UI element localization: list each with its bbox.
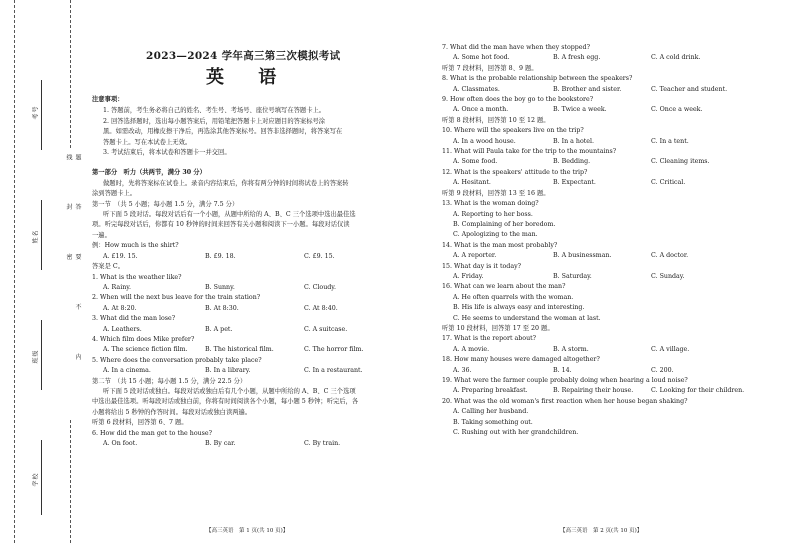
seal-text: 题 答 要 不 内 线 封 密 [64, 150, 76, 420]
option: C. By train. [304, 440, 341, 447]
section1-intro: 一遍。 [92, 231, 111, 239]
question: 11. What will Paula take for the trip to the mountains? [442, 148, 617, 156]
question: 13. What is the woman doing? [442, 200, 539, 208]
option: C. He seems to understand the woman at last. [453, 314, 601, 322]
option: A. On foot. [103, 440, 138, 447]
option: C. 200. [651, 366, 674, 374]
option: B. 14. [553, 366, 572, 374]
section1-intro: 项。听完每段对话后，你都有 10 秒钟的时间来回答有关小题和阅读下一小题。每段对话仅读 [92, 221, 350, 229]
question: 17. What is the report about? [442, 335, 537, 343]
name-label: 姓名 [32, 229, 40, 244]
school-field[interactable] [41, 440, 42, 515]
option: A. Some food. [453, 158, 498, 166]
section2-intro: 听下面 5 段对话或独白。每段对话或独白后有几个小题，从题中所给的 A、B、C 三个选项 [103, 387, 356, 395]
option: C. In a tent. [651, 137, 689, 145]
option: A. Leathers. [103, 325, 142, 333]
options [442, 345, 787, 355]
option: A. He often quarrels with the woman. [453, 293, 574, 301]
exam-number-label: 考号 [32, 105, 40, 120]
options [442, 53, 787, 63]
section-lead: 听第 10 段材料，回答第 17 至 20 题。 [442, 324, 554, 332]
option: B. Twice a week. [553, 106, 607, 114]
example-options [92, 252, 428, 262]
section1-intro: 听下面 5 段对话。每段对话后有一个小题，从题中所给的 A、B、C 三个选项中选出最佳选 [103, 211, 356, 219]
option: B. By car. [205, 440, 236, 447]
option: C. Cloudy. [304, 283, 337, 291]
options [442, 105, 787, 115]
left-column [92, 95, 428, 449]
notice-item: 1. 答题前，考生务必将自己的姓名、考生号、考场号、座位号填写在答题卡上。 [103, 107, 326, 115]
question: 12. What is the speakers' attitude to the trip? [442, 168, 588, 176]
option: A. Preparing breakfast. [453, 387, 528, 395]
option: C. Looking for their children. [651, 387, 745, 395]
option: B. In a hotel. [553, 137, 595, 145]
question: 16. What can we learn about the man? [442, 283, 566, 291]
question: 15. What day is it today? [442, 262, 522, 270]
part1-intro: 做题时，先将答案标在试卷上。录音内容结束后，你将有两分钟的时间将试卷上的答案转 [103, 179, 349, 187]
notice-item: 黑。如需改动，用橡皮擦干净后，再选涂其他答案标号。回答非选择题时，将答案写在 [103, 128, 343, 136]
options [442, 85, 787, 95]
options [442, 366, 787, 376]
option: B. In a library. [205, 367, 251, 375]
option: A. In a cinema. [103, 367, 151, 375]
question: 2. When will the next bus leave for the train station? [92, 294, 261, 302]
class-label: 班级 [32, 349, 40, 364]
option: A. £19. 15. [103, 252, 138, 260]
notice-item: 2. 回答选择题时，选出每小题答案后，用铅笔把答题卡上对应题目的答案标号涂 [103, 117, 326, 125]
option: B. Expectant. [553, 179, 596, 187]
option: C. At 8:40. [304, 304, 338, 312]
exam-number-field[interactable] [41, 80, 42, 150]
options [442, 251, 787, 261]
part1-heading: 第一部分 听力（共两节，满分 30 分） [92, 169, 206, 177]
option: A. Once a month. [453, 106, 509, 114]
option: B. The historical film. [205, 346, 274, 354]
options [442, 386, 787, 396]
section1-heading: 第一节 （共 5 小题；每小题 1.5 分，满分 7.5 分） [92, 200, 239, 208]
option: A. Reporting to her boss. [453, 210, 533, 218]
options [92, 283, 428, 293]
option: C. £9. 15. [304, 252, 335, 260]
option: A. The science fiction film. [103, 346, 188, 354]
option: A. Friday. [453, 272, 484, 280]
option: C. Rushing out with her grandchildren. [453, 429, 579, 437]
exam-title: 2023—2024 学年高三第三次模拟考试 [146, 50, 341, 62]
option: B. His life is always easy and interesting. [453, 304, 585, 312]
option: B. £9. 18. [205, 252, 236, 260]
section2-intro: 中选出最佳选项。听每段对话或独白前，你将有时间阅读各个小题，每小题 5 秒钟；听完后，各 [92, 398, 359, 406]
notice-item: 答题卡上。写在本试卷上无效。 [103, 138, 192, 146]
part1-intro: 涂到答题卡上。 [92, 190, 137, 198]
options [92, 366, 428, 376]
question: 20. What was the old woman's first reaction when her house began shaking? [442, 397, 688, 405]
subject-title: 英 语 [206, 67, 291, 88]
question: 1. What is the weather like? [92, 273, 182, 281]
question: 4. Which film does Mike prefer? [92, 335, 195, 343]
options [92, 439, 428, 449]
section-lead: 听第 8 段材料，回答第 10 至 12 题。 [442, 116, 550, 124]
option: B. Complaining of her boredom. [453, 220, 556, 228]
question: 8. What is the probable relationship between the speakers? [442, 75, 633, 83]
binding-edge-line [14, 0, 15, 543]
option: A. In a wood house. [453, 137, 516, 145]
option: A. Rainy. [103, 283, 131, 291]
option: C. A suitcase. [304, 325, 348, 333]
question: 3. What did the man lose? [92, 315, 176, 323]
options [442, 178, 787, 188]
option: A. Hesitant. [453, 179, 491, 187]
option: A. At 8:20. [103, 304, 137, 312]
question: 14. What is the man most probably? [442, 241, 558, 249]
option: B. A fresh egg. [553, 54, 601, 62]
option: C. Sunday. [651, 272, 685, 280]
section2-heading: 第二节 （共 15 小题；每小题 1.5 分，满分 22.5 分） [92, 377, 247, 385]
question: 18. How many houses were damaged altogether? [442, 356, 600, 364]
question: 7. What did the man have when they stopped? [442, 44, 590, 51]
right-column [442, 43, 787, 438]
option: B. Taking something out. [453, 418, 533, 426]
notice-item: 3. 考试结束后，将本试卷和答题卡一并交回。 [103, 149, 231, 157]
option: A. 36. [453, 366, 472, 374]
section2-lead: 听第 6 段材料，回答第 6、7 题。 [92, 419, 188, 427]
option: B. Repairing their house. [553, 387, 634, 395]
option: C. Apologizing to the man. [453, 231, 538, 239]
name-field[interactable] [41, 200, 42, 270]
option: C. In a restaurant. [304, 367, 363, 375]
question: 10. Where will the speakers live on the trip? [442, 127, 584, 135]
class-field[interactable] [41, 320, 42, 390]
option: B. A businessman. [553, 252, 612, 260]
option: B. A storm. [553, 345, 589, 353]
example-question: 例：How much is the shirt? [92, 242, 179, 250]
option: A. Calling her husband. [453, 408, 529, 416]
option: A. A reporter. [453, 252, 497, 260]
option: C. Teacher and student. [651, 85, 728, 93]
question: 5. Where does the conversation probably take place? [92, 356, 262, 364]
option: C. A village. [651, 345, 690, 353]
option: B. Sunny. [205, 283, 235, 291]
option: C. A doctor. [651, 252, 689, 260]
section2-intro: 小题将给出 5 秒钟的作答时间。每段对话或独白读两遍。 [92, 408, 252, 416]
page-footer-right: 【高三英语 第 2 页(共 10 页)】 [560, 528, 643, 534]
question: 6. How did the man get to the house? [92, 429, 213, 437]
option: C. The horror film. [304, 346, 364, 354]
option: C. Once a week. [651, 106, 703, 114]
page-footer-left: 【高三英语 第 1 页(共 10 页)】 [206, 528, 289, 534]
options [92, 325, 428, 335]
option: A. Some hot food. [453, 54, 510, 62]
question: 9. How often does the boy go to the bookstore? [442, 96, 594, 104]
options [442, 272, 787, 282]
question: 19. What were the farmer couple probably doing when hearing a loud noise? [442, 377, 688, 384]
school-label: 学校 [32, 472, 40, 487]
option: C. A cold drink. [651, 54, 701, 62]
option: B. Bedding. [553, 158, 591, 166]
options [92, 304, 428, 314]
options [442, 137, 787, 147]
option: C. Critical. [651, 179, 686, 187]
options [92, 345, 428, 355]
options [442, 157, 787, 167]
option: C. Cleaning items. [651, 158, 710, 166]
option: A. A movie. [453, 345, 490, 353]
option: B. Saturday. [553, 272, 592, 280]
notice-heading: 注意事项： [92, 96, 124, 103]
option: B. A pet. [205, 325, 233, 333]
section-lead: 听第 7 段材料，回答第 8、9 题。 [442, 64, 538, 72]
option: B. Brother and sister. [553, 85, 622, 93]
example-answer: 答案是 C。 [92, 263, 125, 271]
option: A. Classmates. [453, 85, 500, 93]
section-lead: 听第 9 段材料，回答第 13 至 16 题。 [442, 189, 550, 197]
option: B. At 8:30. [205, 304, 239, 312]
